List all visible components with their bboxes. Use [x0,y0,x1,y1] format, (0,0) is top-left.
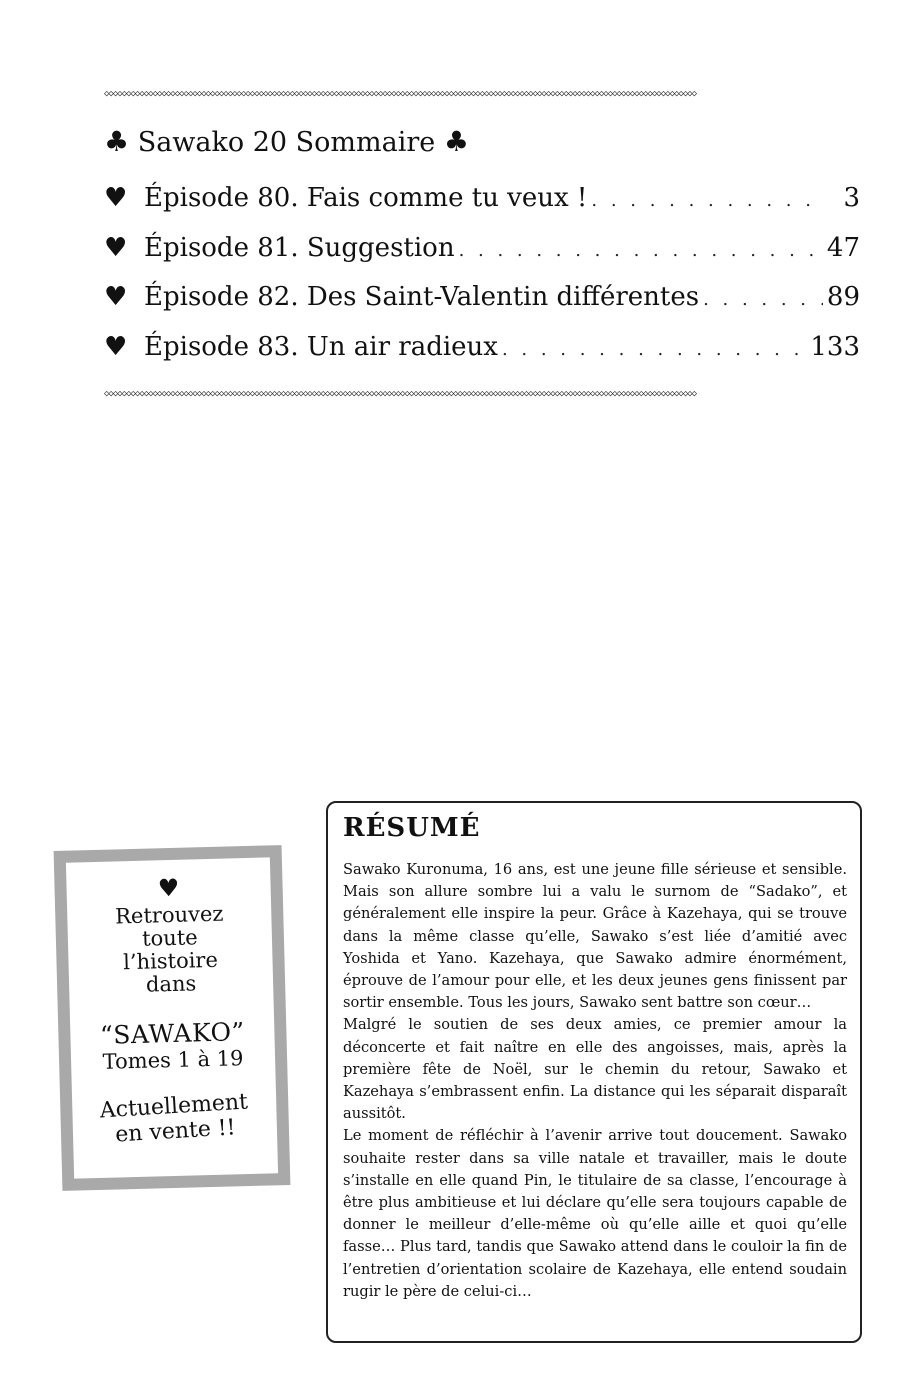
toc-title-text: Sawako 20 Sommaire [137,127,436,158]
heart-icon: ♥ [104,183,128,213]
toc-entry-page: 89 [826,282,860,312]
summary-paragraph: Malgré le soutien de ses deux amies, ce premier amour la déconcerte et fait naître en elle des angoisses, mais, après la première fête de Noël, sur le chemin du retour, Sawako et Kazehaya s’embrassent enfin. La distance qui les séparait disparaît aussitôt. [343,1016,847,1123]
promo-on-sale [71,1088,278,1150]
promo-line: dans [145,971,197,997]
heart-icon: ♥ [104,233,128,263]
heart-icon: ♥ [157,873,180,903]
promo-sale-line: en vente !! [114,1115,237,1148]
summary-paragraph: Le moment de réfléchir à l’avenir arrive tout doucement. Sawako souhaite rester dans sa ville natale et travailler, mais le doute s’installe en elle quand Pin, le titulaire de sa classe, l’encourage à être plus ambitieuse et lui déclare qu’elle sera toujours capable de donner le meilleur d’elle-même où qu’elle aille et quoi qu’elle fasse… Plus tard, tandis que Sawako attend dans le couloir la fin de l’entretien d’orientation scolaire de Kazehaya, elle entend soudain rugir le père de celui-ci… [343,1127,847,1300]
summary-paragraph: Sawako Kuronuma, 16 ans, est une jeune fille sérieuse et sensible. Mais son allure sombre lui a valu le surnom de “Sadako”, et généralement elle inspire la peur. Grâce à Kazehaya, qui se trouve dans la même classe qu’elle, Sawako s’est liée d’amitié avec Yoshida et Yano. Kazehaya, que Sawako admire énormément, éprouve de l’amour pour elle, et les deux jeunes gens finissent par sortir ensemble. Tous les jours, Sawako sent battre son cœur… [343,861,847,1012]
club-icon: ♣ [443,125,469,158]
toc-entry [104,178,860,218]
promo-text [67,901,273,998]
promo-sale-line: Actuellement [99,1089,249,1124]
toc-entry-label: Épisode 81. Suggestion [144,233,455,263]
toc-entry-label: Épisode 82. Des Saint-Valentin différentes [144,282,700,312]
toc-top-divider: ◇◇◇◇◇◇◇◇◇◇◇◇◇◇◇◇◇◇◇◇◇◇◇◇◇◇◇◇◇◇◇◇◇◇◇◇◇◇◇◇◇◇◇◇◇◇◇◇◇◇◇◇◇◇◇◇◇◇◇◇◇◇◇◇◇◇◇◇◇◇◇◇◇◇◇◇◇◇◇◇◇◇◇◇◇◇◇◇◇◇◇◇◇◇◇◇◇◇◇◇◇◇◇◇◇◇◇◇◇◇◇◇◇◇◇◇◇◇◇◇◇◇◇◇◇◇◇◇◇◇◇◇◇◇ [104,89,697,99]
club-icon: ♣ [104,125,130,158]
leader-dots [502,330,806,370]
toc-entry [104,327,860,367]
toc-entry-page: 133 [810,332,860,362]
leader-dots [591,181,824,221]
leader-dots [459,231,823,271]
promo-line: l’histoire [122,947,219,975]
toc-bottom-divider: ◇◇◇◇◇◇◇◇◇◇◇◇◇◇◇◇◇◇◇◇◇◇◇◇◇◇◇◇◇◇◇◇◇◇◇◇◇◇◇◇◇◇◇◇◇◇◇◇◇◇◇◇◇◇◇◇◇◇◇◇◇◇◇◇◇◇◇◇◇◇◇◇◇◇◇◇◇◇◇◇◇◇◇◇◇◇◇◇◇◇◇◇◇◇◇◇◇◇◇◇◇◇◇◇◇◇◇◇◇◇◇◇◇◇◇◇◇◇◇◇◇◇◇◇◇◇◇◇◇◇◇◇◇◇ [104,389,697,399]
promo-line: toute [141,925,198,951]
heart-icon: ♥ [104,332,128,362]
summary-text [343,859,847,1303]
promo-line: Retrouvez [114,901,224,929]
toc-title [104,122,469,163]
toc-entry [104,277,860,317]
toc-entry-page: 47 [826,233,860,263]
summary-title: RÉSUMÉ [343,813,481,843]
heart-icon: ♥ [104,282,128,312]
promo-volumes: Tomes 1 à 19 [102,1046,244,1074]
summary-box [326,801,862,1343]
toc-entry-label: Épisode 80. Fais comme tu veux ! [144,183,588,213]
toc-entry-label: Épisode 83. Un air radieux [144,332,498,362]
promo-card-content [66,857,278,1178]
promo-series-title: “SAWAKO” [99,1017,246,1050]
toc-entry-page: 3 [843,183,860,213]
promo-card [54,845,291,1191]
leader-dots [703,280,823,320]
toc-entry [104,228,860,268]
